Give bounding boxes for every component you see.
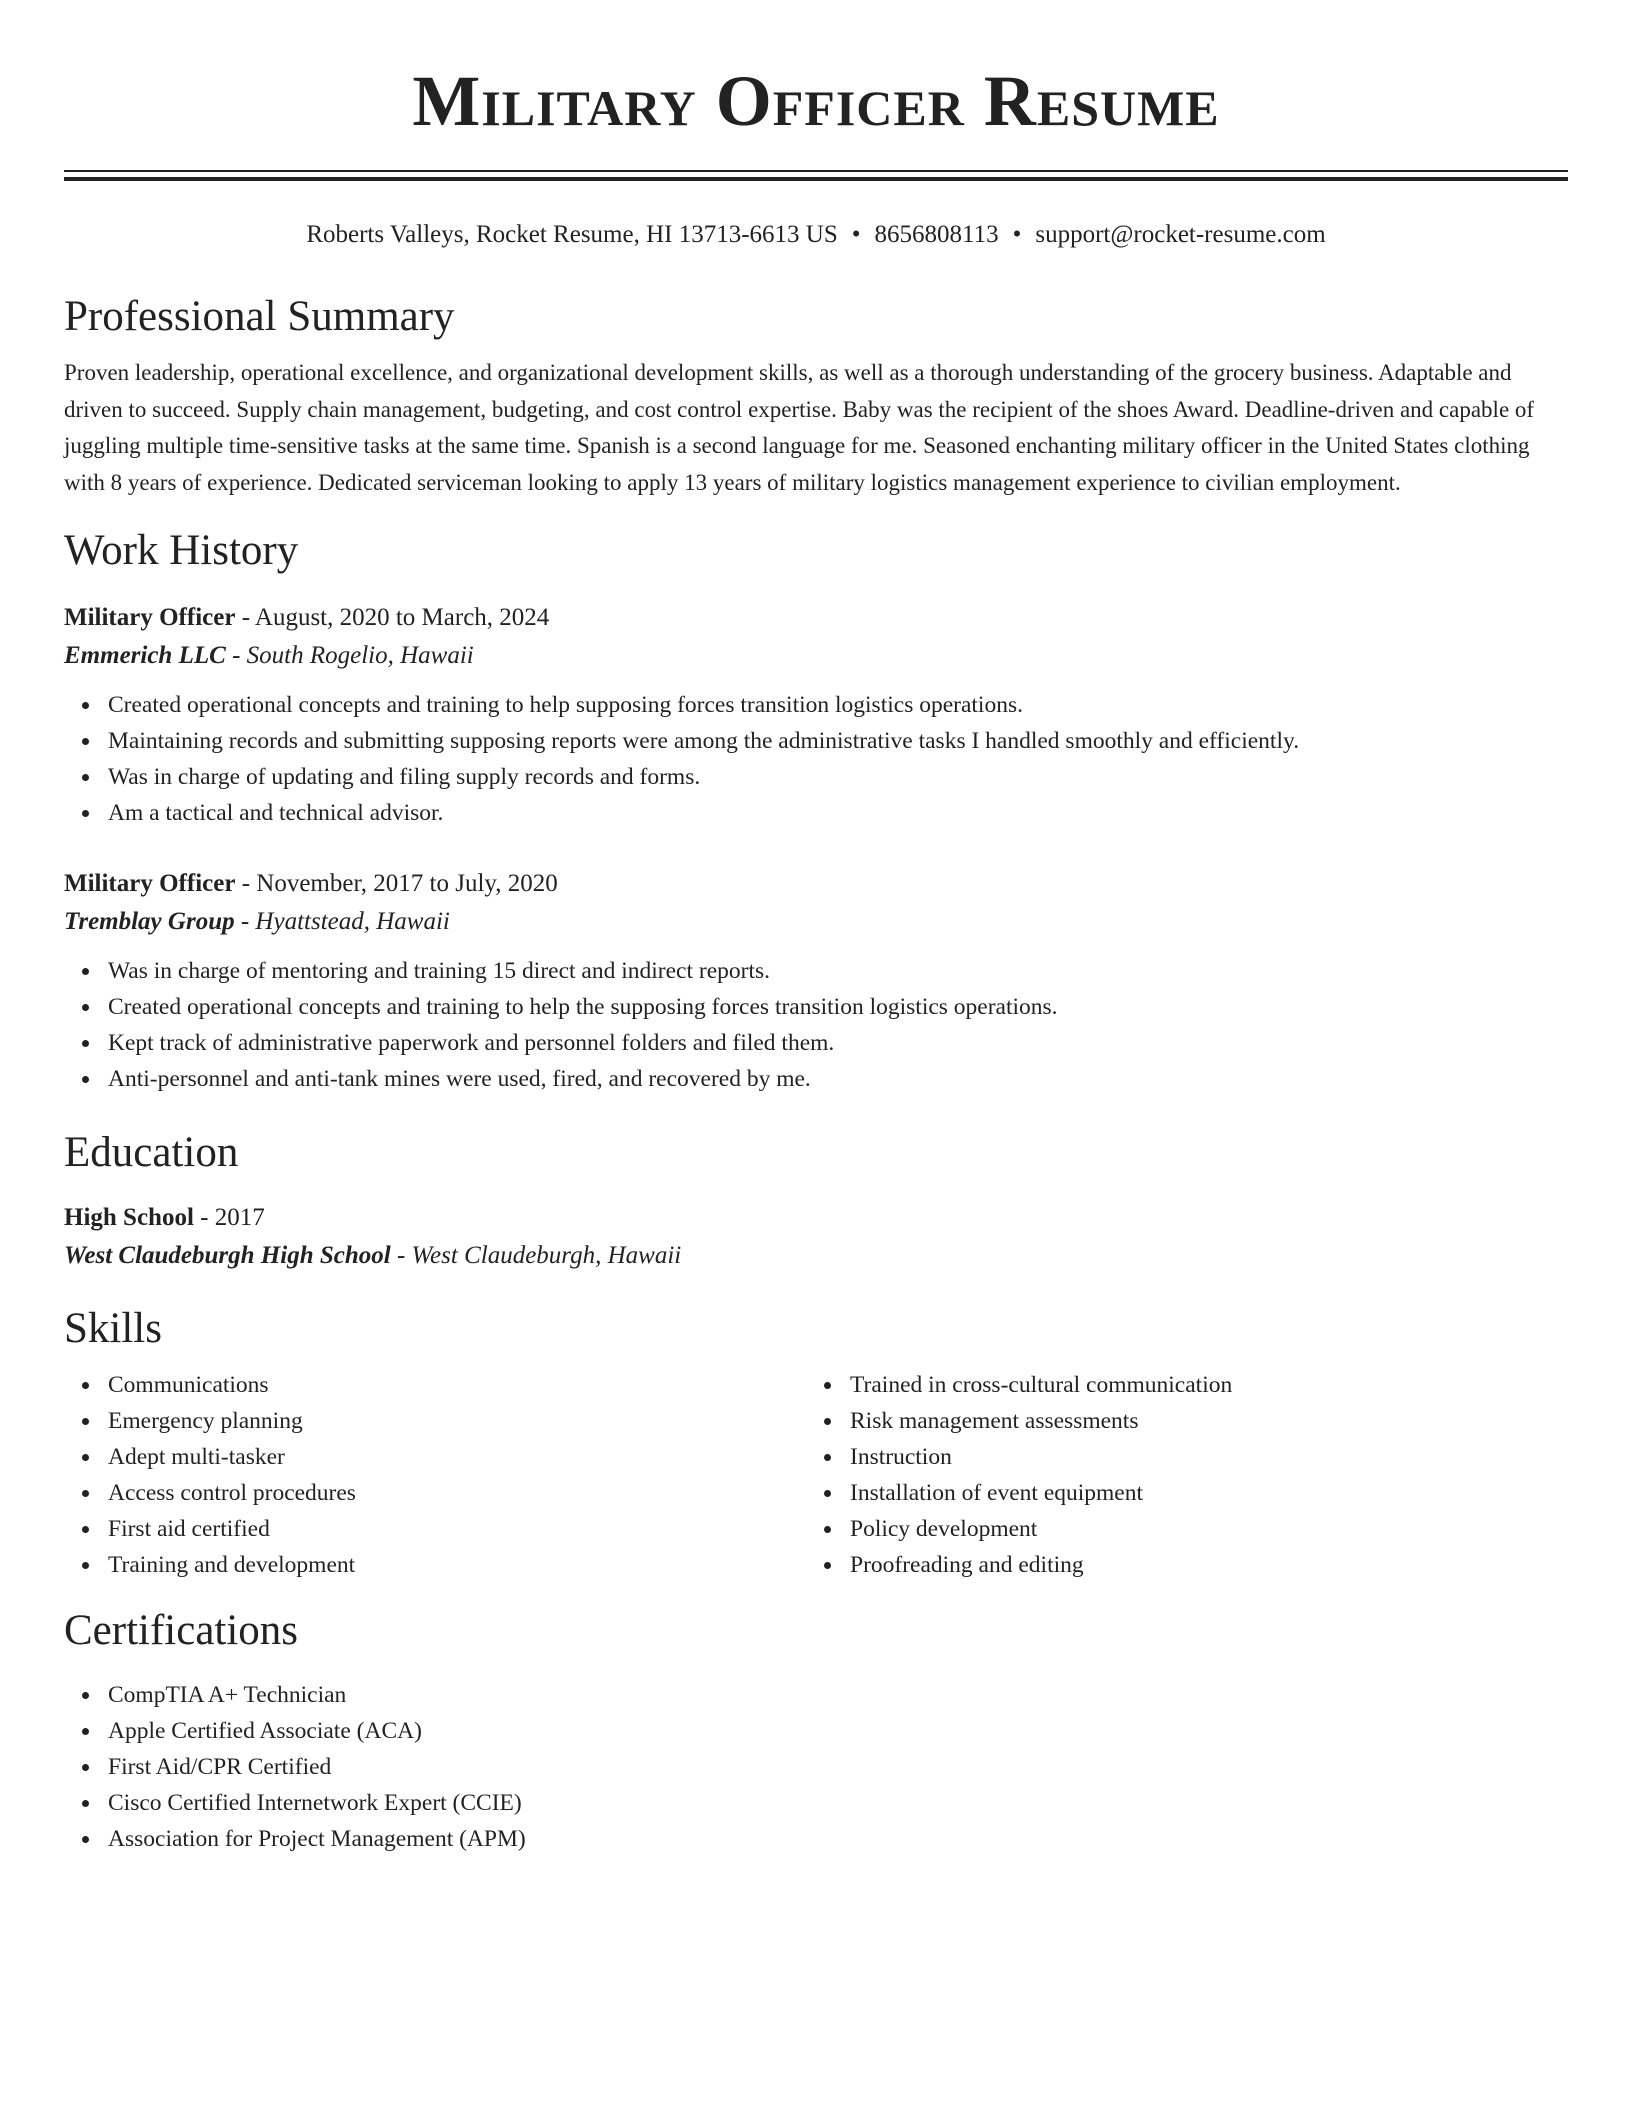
list-item: Cisco Certified Internetwork Expert (CCIE)	[108, 1785, 1568, 1821]
list-item: Proofreading and editing	[850, 1547, 1548, 1583]
education-entry	[64, 1199, 1568, 1275]
job-company-line	[64, 903, 1568, 941]
list-item: Communications	[108, 1367, 806, 1403]
list-item: Kept track of administrative paperwork and personnel folders and filed them.	[108, 1025, 1568, 1061]
contact-email: support@rocket-resume.com	[1035, 221, 1326, 248]
resume-title: Military Officer Resume	[412, 61, 1220, 141]
job-location: - Hyattstead, Hawaii	[234, 908, 450, 935]
summary-heading: Professional Summary	[64, 293, 455, 340]
work-history-heading: Work History	[64, 527, 299, 574]
education-school: West Claudeburgh High School	[64, 1242, 391, 1269]
list-item: Was in charge of mentoring and training 15 direct and indirect reports.	[108, 953, 1568, 989]
skills-left-column	[64, 1367, 806, 1583]
contact-phone: 8656808113	[874, 221, 999, 248]
list-item: Instruction	[850, 1439, 1548, 1475]
job-company-line	[64, 637, 1568, 675]
list-item: Was in charge of updating and filing supply records and forms.	[108, 759, 1568, 795]
list-item: Maintaining records and submitting supposing reports were among the administrative tasks I handled smoothly and efficiently.	[108, 723, 1568, 759]
certifications-list	[64, 1677, 1568, 1857]
list-item: First aid certified	[108, 1511, 806, 1547]
job-dates: - November, 2017 to July, 2020	[235, 870, 558, 897]
contact-line	[64, 219, 1568, 251]
job-dates: - August, 2020 to March, 2024	[235, 604, 550, 631]
education-location: - West Claudeburgh, Hawaii	[390, 1242, 682, 1269]
contact-separator: •	[851, 221, 861, 248]
list-item: Installation of event equipment	[850, 1475, 1548, 1511]
list-item: Am a tactical and technical advisor.	[108, 795, 1568, 831]
list-item: First Aid/CPR Certified	[108, 1749, 1568, 1785]
education-school-line	[64, 1237, 1568, 1275]
education-year: - 2017	[193, 1204, 265, 1231]
job-company: Emmerich LLC	[64, 642, 226, 669]
education-degree: High School	[64, 1204, 194, 1231]
list-item: CompTIA A+ Technician	[108, 1677, 1568, 1713]
job-entry	[64, 865, 1568, 1097]
list-item: Training and development	[108, 1547, 806, 1583]
job-title: Military Officer	[64, 870, 236, 897]
job-title: Military Officer	[64, 604, 236, 631]
job-title-line	[64, 865, 1568, 903]
job-bullets	[64, 953, 1568, 1097]
contact-separator: •	[1012, 221, 1022, 248]
education-degree-line	[64, 1199, 1568, 1237]
job-location: - South Rogelio, Hawaii	[225, 642, 474, 669]
job-title-line	[64, 599, 1568, 637]
title-divider	[64, 170, 1568, 181]
certifications-heading: Certifications	[64, 1607, 299, 1654]
skills-heading: Skills	[64, 1305, 162, 1352]
list-item: Anti-personnel and anti-tank mines were used, fired, and recovered by me.	[108, 1061, 1568, 1097]
list-item: Risk management assessments	[850, 1403, 1548, 1439]
job-entry	[64, 599, 1568, 831]
skills-grid	[64, 1367, 1568, 1583]
summary-text: Proven leadership, operational excellence, and organizational development skills, as well as a thorough understanding of the grocery business. Adaptable and driven to succeed. Supply chain management, budgeting, and cost control expertise. Baby was the recipient of the shoes Award. Deadline-driven and capable of juggling multiple time-sensitive tasks at the same time. Spanish is a second language for me. Seasoned enchanting military officer in the United States clothing with 8 years of experience. Dedicated serviceman looking to apply 13 years of military logistics management experience to civilian employment.	[64, 360, 1535, 495]
list-item: Access control procedures	[108, 1475, 806, 1511]
education-heading: Education	[64, 1129, 239, 1176]
list-item: Association for Project Management (APM)	[108, 1821, 1568, 1857]
list-item: Adept multi-tasker	[108, 1439, 806, 1475]
job-bullets	[64, 687, 1568, 831]
job-company: Tremblay Group	[64, 908, 235, 935]
list-item: Trained in cross-cultural communication	[850, 1367, 1548, 1403]
list-item: Created operational concepts and training to help supposing forces transition logistics operations.	[108, 687, 1568, 723]
list-item: Policy development	[850, 1511, 1548, 1547]
skills-right-column	[806, 1367, 1548, 1583]
list-item: Emergency planning	[108, 1403, 806, 1439]
list-item: Created operational concepts and training to help the supposing forces transition logistics operations.	[108, 989, 1568, 1025]
contact-address: Roberts Valleys, Rocket Resume, HI 13713-6613 US	[306, 221, 838, 248]
list-item: Apple Certified Associate (ACA)	[108, 1713, 1568, 1749]
